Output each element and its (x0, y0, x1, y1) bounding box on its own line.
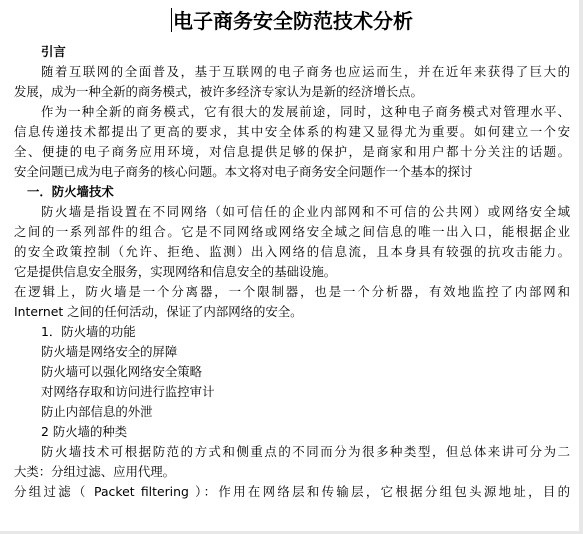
s1-p1-line-1: 防火墙是指设置在不同网络（如可信任的企业内部网和不可信的公共网）或网络安全域 (41, 204, 570, 219)
s1-p2-line-2: Internet 之间的任何活动，保证了内部网络的安全。 (14, 304, 303, 319)
intro-p1-line-2: 发展，成为一种全新的商务模式，被许多经济专家认为是新的经济增长点。 (14, 84, 423, 99)
function-item: 防火墙可以强化网络安全策略 (41, 364, 203, 379)
intro-p1-line-1: 随着互联网的全面普及，基于互联网的电子商务也应运而生，并在近年来获得了巨大的 (41, 64, 570, 79)
intro-heading: 引言 (41, 44, 66, 59)
intro-p2-line-3: 全、便捷的电子商务应用环境，对信息提供足够的保护，是商家和用户都十分关注的话题。 (14, 144, 570, 159)
functions-heading: 1．防火墙的功能 (41, 324, 136, 339)
text-cursor (171, 8, 172, 32)
s1-p1-line-4: 它是提供信息安全服务，实现网络和信息安全的基础设施。 (14, 264, 337, 279)
document-title-text: 电子商务安全防范技术分析 (173, 9, 413, 33)
types-p-line-1: 防火墙技术可根据防范的方式和侧重点的不同而分为很多种类型，但总体来讲可分为二 (41, 444, 570, 459)
s1-p2-line-1: 在逻辑上，防火墙是一个分离器，一个限制器，也是一个分析器，有效地监控了内部网和 (14, 284, 570, 299)
intro-p2-line-1: 作为一种全新的商务模式，它有很大的发展前途，同时，这种电子商务模式对管理水平、 (41, 104, 570, 119)
document-body (14, 6, 570, 502)
section1-heading: 一．防火墙技术 (27, 184, 114, 199)
document-title (14, 6, 570, 36)
intro-p2-line-4: 安全问题已成为电子商务的核心问题。本文将对电子商务安全问题作一个基本的探讨 (14, 164, 473, 179)
function-item: 防止内部信息的外泄 (41, 404, 153, 419)
types-heading: 2 防火墙的种类 (41, 424, 128, 439)
page-edge-right (579, 0, 583, 534)
packet-filtering-line: 分组过滤（ Packet filtering ）：作用在网络层和传输层，它根据分组包头源地址，目的 (14, 484, 570, 499)
function-item: 对网络存取和访问进行监控审计 (41, 384, 215, 399)
intro-p2-line-2: 信息传递技术都提出了更高的要求，其中安全体系的构建又显得尤为重要。如何建立一个安 (14, 124, 570, 139)
s1-p1-line-2: 之间的一系列部件的组合。它是不同网络或网络安全域之间信息的唯一出入口，能根据企业 (14, 224, 570, 239)
function-item: 防火墙是网络安全的屏障 (41, 344, 178, 359)
types-p-line-2: 大类：分组过滤、应用代理。 (14, 464, 176, 479)
s1-p1-line-3: 的安全政策控制（允许、拒绝、监测）出入网络的信息流，且本身具有较强的抗攻击能力。 (14, 244, 570, 259)
